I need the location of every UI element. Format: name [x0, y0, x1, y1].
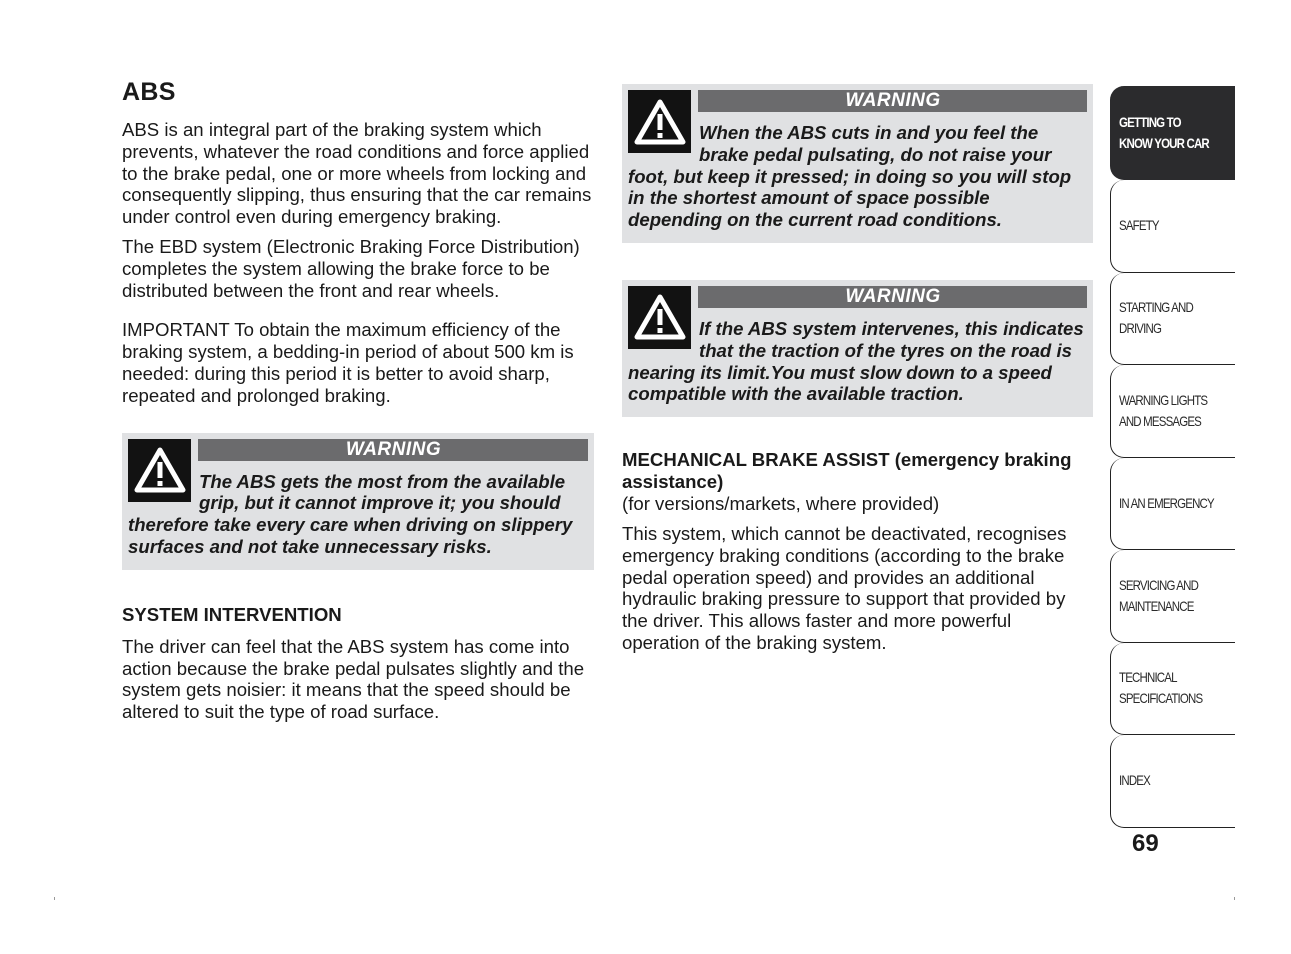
ebd-paragraph: The EBD system (Electronic Braking Force Distribution) completes the system allowing the brake force to be distributed between the front and rear wheels.: [122, 235, 580, 301]
tab-technical-specifications[interactable]: [1110, 643, 1235, 736]
crop-mark: [54, 897, 55, 900]
warning-triangle-icon: [628, 286, 691, 349]
warning-header: WARNING: [198, 439, 588, 461]
tab-label: GETTING TO KNOW YOUR CAR: [1119, 113, 1209, 151]
section-note: (for versions/markets, where provided): [622, 493, 940, 515]
left-column: [122, 78, 594, 731]
page-title: ABS: [122, 78, 176, 106]
page-number: 69: [1132, 830, 1159, 857]
tab-getting-to-know-your-car[interactable]: [1110, 86, 1235, 180]
tab-label: SAFETY: [1119, 217, 1159, 234]
important-paragraph: IMPORTANT To obtain the maximum efficiency of the braking system, a bedding-in period of about 500 km is needed: during this period it is better to avoid sharp, repeated and prolonged braking.: [122, 319, 574, 406]
abs-intro-paragraph: ABS is an integral part of the braking system which prevents, whatever the road conditions and force applied to the brake pedal, one or more wheels from locking and consequently slipping, thus ensuring that the car remains under control even during emergency braking.: [122, 119, 592, 228]
section-title-system-intervention: SYSTEM INTERVENTION: [122, 603, 342, 625]
system-intervention-paragraph: The driver can feel that the ABS system has come into action because the brake pedal pulsates slightly and the system gets noisier: it means that the speed should be altered to suit the type of road surface.: [122, 635, 585, 723]
warning-triangle-icon: [628, 90, 691, 153]
tab-label: WARNING LIGHTS AND MESSAGES: [1119, 391, 1208, 429]
chapter-sidebar: [1110, 86, 1235, 828]
right-column: [622, 84, 1093, 662]
tab-label: TECHNICAL SPECIFICATIONS: [1119, 669, 1203, 707]
warning-triangle-icon: [128, 439, 191, 502]
warning-box-pedal-pulsating: [622, 84, 1093, 243]
tab-starting-and-driving[interactable]: [1110, 273, 1235, 366]
tab-label: IN AN EMERGENCY: [1119, 494, 1214, 511]
warning-header: WARNING: [698, 286, 1087, 308]
tab-in-an-emergency[interactable]: [1110, 458, 1235, 551]
warning-text: The ABS gets the most from the available grip, but it cannot improve it; you should therefore take every care when driving on slippery surfaces and not take unnecessary risks.: [128, 470, 573, 557]
tab-warning-lights-and-messages[interactable]: [1110, 365, 1235, 458]
tab-servicing-and-maintenance[interactable]: [1110, 550, 1235, 643]
section-title-main: MECHANICAL BRAKE ASSIST: [622, 449, 890, 471]
tab-safety[interactable]: [1110, 180, 1235, 273]
warning-text: If the ABS system intervenes, this indicates that the traction of the tyres on the road is nearing its limit.You must slow down to a speed compatible with the available traction.: [628, 317, 1084, 405]
warning-box-abs-grip: [122, 433, 594, 570]
tab-index[interactable]: [1110, 735, 1235, 828]
section-title-brake-assist: [622, 449, 1093, 493]
tab-label: SERVICING AND MAINTENANCE: [1119, 576, 1199, 614]
warning-box-traction-limit: [622, 280, 1093, 417]
warning-text: When the ABS cuts in and you feel the brake pedal pulsating, do not raise your foot, but keep it pressed; in doing so you will stop in the shortest amount of space possible depending on the current road conditions.: [628, 122, 1072, 231]
tab-label: STARTING AND DRIVING: [1119, 299, 1193, 337]
crop-mark: [1234, 897, 1235, 900]
tab-label: INDEX: [1119, 772, 1150, 789]
brake-assist-paragraph: This system, which cannot be deactivated, recognises emergency braking conditions (according to the brake pedal operation speed) and provides an additional hydraulic braking pressure to support that provided by the driver. This allows faster and more powerful operation of the braking system.: [622, 522, 1067, 653]
warning-header: WARNING: [698, 90, 1087, 112]
section-title-sub: (emergency braking assistance): [622, 449, 1072, 493]
